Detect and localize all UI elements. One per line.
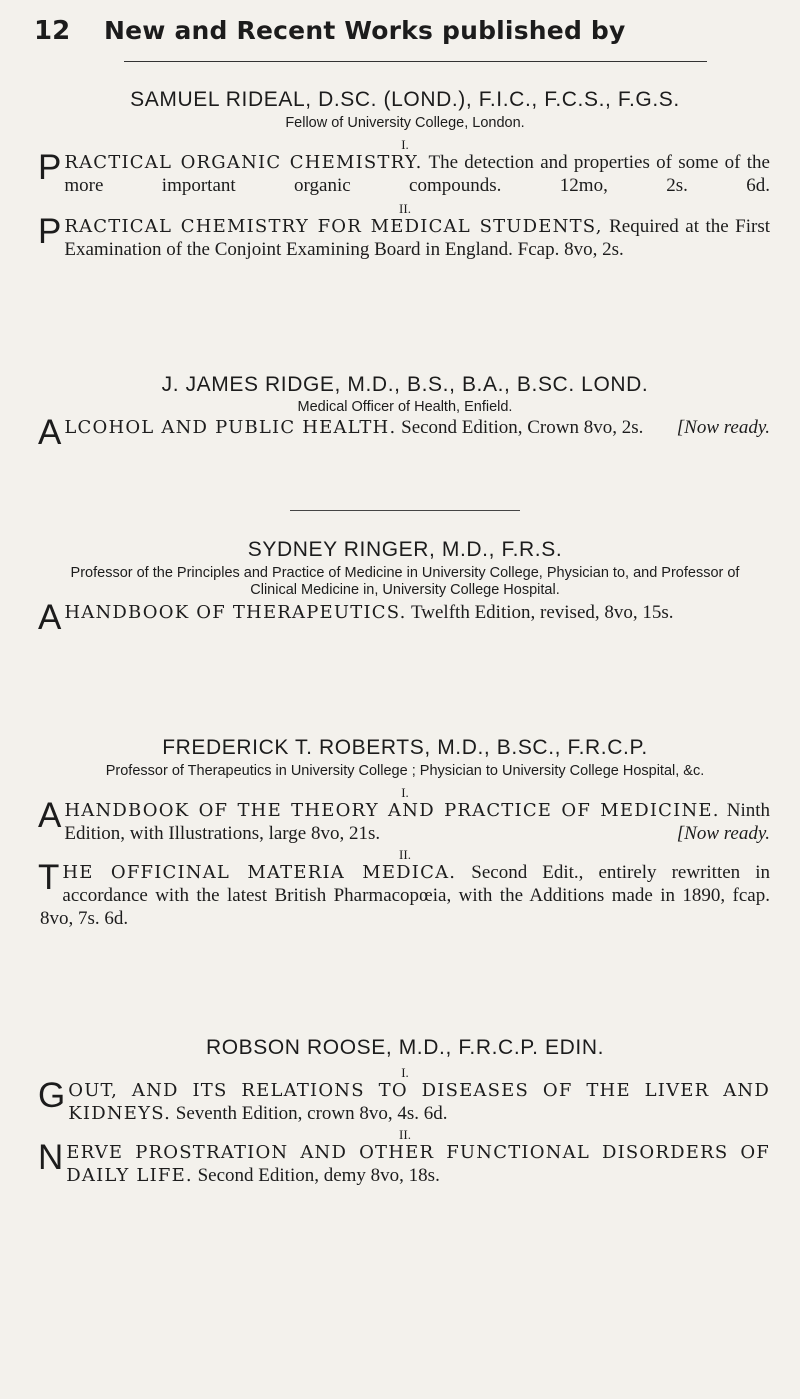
author-affiliation: Professor of the Principles and Practice of Medicine in University College, Physician to, and Professor of Clinical Medicine in, University College Hospital. <box>70 565 740 598</box>
work-description: Required at the First Examination of the Conjoint Examining Board in England. Fcap. 8vo, 2s. <box>64 216 771 260</box>
work-numeral: II. <box>399 1127 411 1142</box>
work-title: HANDBOOK OF THE THEORY AND PRACTICE OF MEDICINE. <box>64 800 720 821</box>
running-header <box>34 10 784 56</box>
work-title: RACTICAL ORGANIC CHEMISTRY. <box>64 152 423 173</box>
header-rule <box>124 61 707 62</box>
work-entry <box>38 858 770 930</box>
work-description: Second Edit., entirely rewritten in accordance with the latest British Pharmacopœia, with the Additions made in 1890, fcap. 8vo, 7s. 6d. <box>40 862 770 929</box>
author-name: ROBSON ROOSE, M.D., F.R.C.P. EDIN. <box>205 1036 605 1059</box>
work-title: RACTICAL CHEMISTRY FOR MEDICAL STUDENTS, <box>64 216 603 237</box>
drop-cap: A <box>38 598 62 637</box>
work-entry <box>38 598 770 637</box>
work-description: Second Edition, Crown 8vo, 2s. <box>401 417 644 438</box>
work-entry <box>38 212 771 261</box>
author-affiliation: Professor of Therapeutics in University College ; Physician to University College Hospital, &c. <box>105 763 705 779</box>
work-numeral: II. <box>399 847 411 862</box>
work-entry <box>38 413 770 452</box>
page-number: 12 <box>34 16 71 46</box>
drop-cap: P <box>38 212 62 251</box>
work-entry <box>38 1076 770 1125</box>
work-description: The detection and properties of some of the more important organic compounds. 12mo, 2s. 6d. <box>64 152 770 196</box>
drop-cap: A <box>38 413 62 452</box>
drop-cap: P <box>38 148 62 187</box>
work-description: Ninth Edition, with Illustrations, large 8vo, 21s. <box>64 800 770 844</box>
work-numeral: I. <box>401 785 409 800</box>
author-section-ridge <box>38 373 770 452</box>
running-title: New and Recent Works published by <box>104 16 626 45</box>
drop-cap: N <box>38 1138 64 1177</box>
author-name: FREDERICK T. ROBERTS, M.D., B.SC., F.R.C.P. <box>162 736 648 759</box>
work-description: Twelfth Edition, revised, 8vo, 15s. <box>411 602 674 623</box>
author-section-roose <box>40 1036 770 1187</box>
author-section-roberts <box>40 736 770 930</box>
work-entry <box>38 148 770 197</box>
author-name: J. JAMES RIDGE, M.D., B.S., B.A., B.SC. LOND. <box>161 373 649 396</box>
drop-cap: T <box>38 858 60 897</box>
availability-note: [Now ready. <box>676 417 770 438</box>
section-divider <box>290 510 520 511</box>
author-section-rideal <box>40 88 770 261</box>
work-title: LCOHOL AND PUBLIC HEALTH. <box>64 417 397 438</box>
author-affiliation: Medical Officer of Health, Enfield. <box>297 399 513 415</box>
work-numeral: II. <box>399 201 411 216</box>
work-entry <box>38 796 770 845</box>
work-numeral: I. <box>401 137 409 152</box>
author-name: SYDNEY RINGER, M.D., F.R.S. <box>247 538 563 561</box>
work-title: OUT, AND ITS RELATIONS TO DISEASES OF THE LIVER AND KIDNEYS. <box>68 1080 770 1124</box>
author-section-ringer <box>38 538 770 637</box>
author-affiliation: Fellow of University College, London. <box>285 115 525 131</box>
work-title: ERVE PROSTRATION AND OTHER FUNCTIONAL DISORDERS OF DAILY LIFE. <box>66 1142 770 1186</box>
work-title: HANDBOOK OF THERAPEUTICS. <box>64 602 407 623</box>
drop-cap: A <box>38 796 62 835</box>
work-numeral: I. <box>401 1065 409 1080</box>
work-description: Seventh Edition, crown 8vo, 4s. 6d. <box>175 1103 448 1124</box>
author-name: SAMUEL RIDEAL, D.SC. (LOND.), F.I.C., F.C.S., F.G.S. <box>130 88 680 111</box>
work-description: Second Edition, demy 8vo, 18s. <box>197 1165 440 1186</box>
work-entry <box>38 1138 770 1187</box>
drop-cap: G <box>38 1076 66 1115</box>
availability-note: [Now ready. <box>676 823 770 844</box>
work-title: HE OFFICINAL MATERIA MEDICA. <box>62 862 457 883</box>
